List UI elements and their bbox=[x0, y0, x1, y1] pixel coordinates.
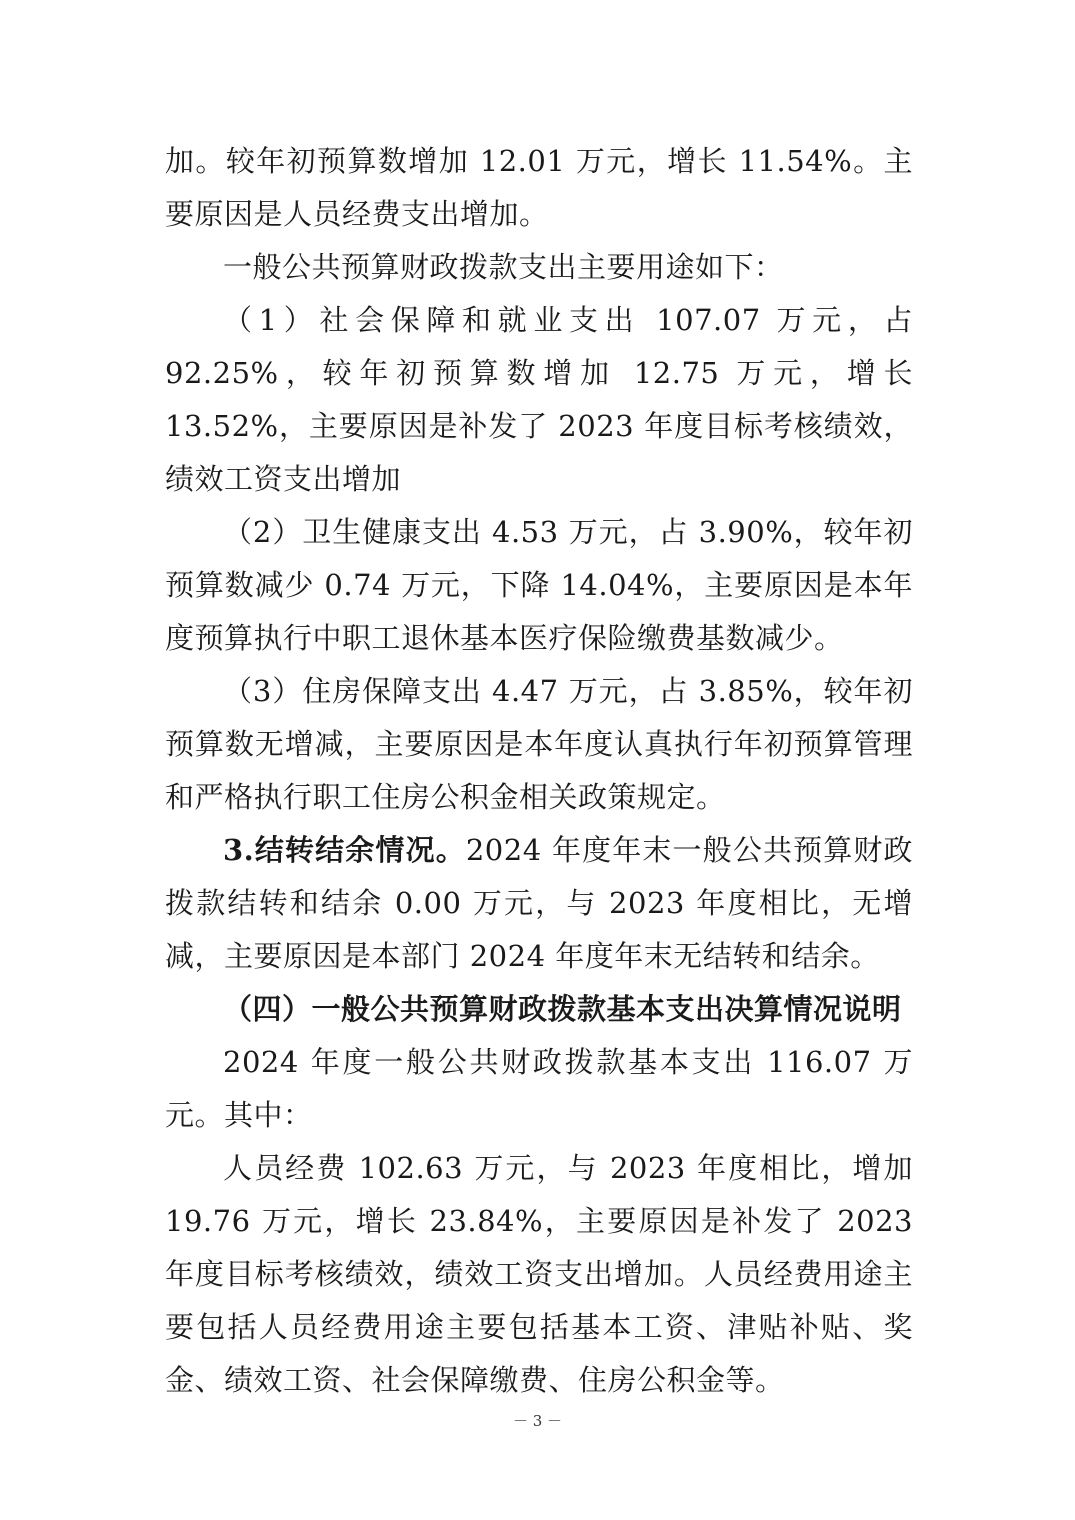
paragraph-health: （2）卫生健康支出 4.53 万元，占 3.90%，较年初预算数减少 0.74 万元，下降 14.04%，主要原因是本年度预算执行中职工退休基本医疗保险缴费基数减少。 bbox=[165, 515, 913, 655]
paragraph-social-security: （1）社会保障和就业支出 107.07 万元，占 92.25%，较年初预算数增加 12.75 万元，增长 13.52%，主要原因是补发了 2023 年度目标考核绩效，绩效工资支出增加 bbox=[165, 303, 913, 496]
carryover-text: 2024 年度年末一般公共预算财政拨款结转和结余 0.00 万元，与 2023 年度相比，无增减，主要原因是本部门 2024 年度年末无结转和结余。 bbox=[165, 833, 913, 973]
page-number: － 3 － bbox=[512, 1412, 563, 1430]
paragraph-housing: （3）住房保障支出 4.47 万元，占 3.85%，较年初预算数无增减，主要原因是本年度认真执行年初预算管理和严格执行职工住房公积金相关政策规定。 bbox=[165, 674, 913, 814]
section-heading: （四）一般公共预算财政拨款基本支出决算情况说明 bbox=[223, 992, 902, 1026]
document-body bbox=[165, 135, 913, 1407]
paragraph-continuation: 加。较年初预算数增加 12.01 万元，增长 11.54%。主要原因是人员经费支出增加。 bbox=[165, 144, 913, 231]
paragraph-basic-expenditure: 2024 年度一般公共财政拨款基本支出 116.07 万元。其中： bbox=[165, 1045, 913, 1132]
paragraph-usage-intro: 一般公共预算财政拨款支出主要用途如下： bbox=[223, 250, 784, 284]
paragraph-carryover bbox=[165, 824, 913, 983]
paragraph-personnel: 人员经费 102.63 万元，与 2023 年度相比，增加 19.76 万元，增长 23.84%，主要原因是补发了 2023 年度目标考核绩效，绩效工资支出增加。人员经费用途主要包括人员经费用途主要包括基本工资、津贴补贴、奖金、绩效工资、社会保障缴费、住房公积金等。 bbox=[165, 1151, 913, 1397]
carryover-lead: 3.结转结余情况。 bbox=[223, 833, 466, 867]
